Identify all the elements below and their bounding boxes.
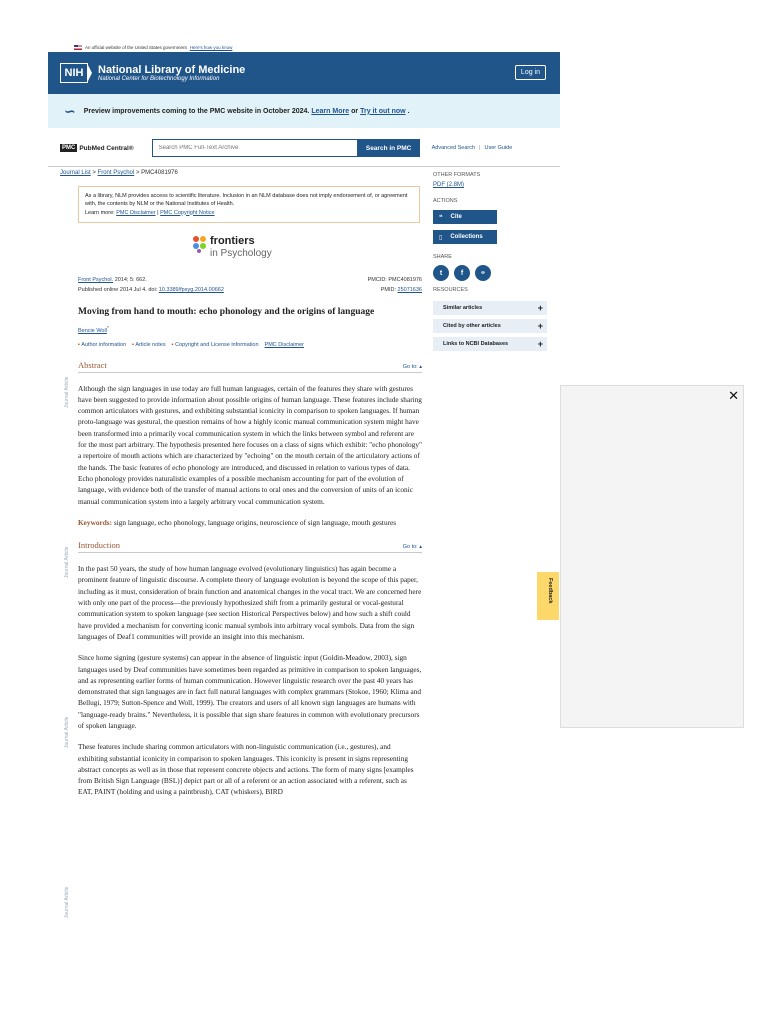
preview-or: or	[351, 107, 359, 115]
article-notes-link[interactable]: ▪ Article notes	[132, 341, 166, 348]
author-list: Bencie Woll*	[78, 324, 109, 334]
introduction-title: Introduction	[78, 540, 121, 551]
introduction-heading	[78, 540, 422, 553]
breadcrumb	[60, 170, 428, 176]
published-online: Published online 2014 Jul 4. doi:	[78, 287, 158, 294]
preview-banner-text: Preview improvements coming to the PMC website in October 2024.	[83, 107, 310, 115]
share-buttons	[433, 265, 553, 281]
notice-learn-label: Learn more:	[85, 209, 115, 216]
article-info-links	[78, 342, 428, 348]
pdf-link[interactable]: PDF (2.8M)	[433, 182, 465, 188]
pmc-copyright-link[interactable]: PMC Copyright Notice	[160, 209, 215, 216]
frontiers-dots-icon	[192, 235, 208, 253]
search-links	[432, 145, 513, 151]
author-information-link[interactable]: ▪ Author information	[78, 341, 127, 348]
cited-by-toggle[interactable]	[433, 319, 547, 333]
goto-arrow-icon: ▴	[419, 363, 422, 370]
abstract-title: Abstract	[78, 359, 107, 370]
goto-label: Go to:	[402, 544, 418, 551]
cite-button[interactable]	[433, 210, 497, 224]
keywords-label: Keywords:	[78, 517, 113, 527]
breadcrumb-current: PMC4081976	[141, 170, 178, 176]
gov-banner-text: An official website of the United States government	[85, 44, 187, 50]
sidebar	[433, 170, 553, 351]
pmc-logo[interactable]	[60, 144, 134, 152]
close-icon[interactable]: ✕	[728, 388, 739, 403]
nlm-subtitle: National Center for Biotechnology Information	[98, 76, 220, 82]
header-divider	[48, 166, 560, 167]
nlm-header	[48, 52, 560, 94]
keywords-text: sign language, echo phonology, language origins, neuroscience of sign language, mouth gestures	[113, 517, 397, 527]
plus-icon: +	[537, 303, 543, 313]
pmc-logo-box: PMC	[62, 145, 76, 151]
collections-button[interactable]	[433, 230, 497, 244]
pmid-label: PMID:	[380, 287, 396, 294]
preview-period: .	[407, 107, 410, 115]
breadcrumb-journal[interactable]: Front Psychol	[97, 170, 135, 176]
frontiers-logo-line1: frontiers	[210, 234, 255, 247]
doi-link[interactable]: 10.3389/fpsyg.2014.00662	[158, 287, 224, 294]
actions-heading: ACTIONS	[433, 198, 458, 204]
nlm-title: National Library of Medicine	[98, 64, 246, 76]
preview-banner	[48, 94, 560, 128]
frontiers-logo-line2: in Psychology	[210, 247, 272, 259]
copyright-license-label: Copyright and License information	[175, 341, 259, 348]
bookmark-icon: ▯	[439, 234, 443, 241]
nih-logo[interactable]: NIH	[60, 63, 88, 83]
facebook-icon[interactable]: f	[454, 265, 470, 281]
plus-icon: +	[537, 321, 543, 331]
twitter-icon[interactable]: t	[433, 265, 449, 281]
abstract-text: Although the sign languages in use today are full human languages, certain of the features they share with gestures have been suggested to provide information about possible origins of human language. These features include sharing common articulators with gestures, and exhibiting substantial iconicity in comparison to spoken languages. If human proto-language was gestural, the question remains of how a highly iconic manual communication system might have been transformed into a primarily vocal communication system in which the links between symbol and referent are for the most part arbitrary. The hypothesis presented here focuses on a class of signs which exhibit: "echo phonology" a repertoire of mouth actions which are characterized by "echoing" on the mouth certain of the articulatory actions of the hands. The basic features of echo phonology are introduced, and discussed in relation to various types of data. Echo phonology provides naturalistic examples of a possible mechanism accounting for part of the evolution of language, with evidence both of the transfer of manual actions to oral ones and the conversion of units of an iconic manual communication system into a largely arbitrary vocal communication system.	[78, 383, 422, 506]
similar-articles-toggle[interactable]	[433, 301, 547, 315]
search-links-separator: |	[479, 145, 481, 151]
collections-label: Collections	[450, 234, 483, 240]
breadcrumb-sep: >	[135, 170, 140, 176]
search-button[interactable]: Search in PMC	[358, 139, 420, 157]
introduction-paragraph: These features include sharing common articulators with non-linguistic communication (i.e., gestures), and exhibiting substantial iconicity in comparison to spoken languages. This iconicity is present in signs representing abstract concepts as well as in those that represent concrete objects and actions. The form of many signs [examples from British Sign Language (BSL)] depict part or all of a referent or an action associated with a referent, such as EAT, PAINT (holding and using a paintbrush), CAT (whiskers), BIRD	[78, 742, 414, 797]
preview-swirl-icon: ∽	[64, 102, 76, 119]
abstract-heading	[78, 360, 422, 373]
search-input[interactable]	[152, 139, 358, 157]
cited-by-label: Cited by other articles	[443, 323, 501, 329]
gov-banner-link[interactable]: Here's how you know	[189, 44, 233, 50]
try-it-out-link[interactable]: Try it out now	[360, 107, 406, 115]
breadcrumb-journal-list[interactable]: Journal List	[60, 170, 91, 176]
nlm-branding[interactable]	[98, 64, 245, 82]
author-link[interactable]: Bencie Woll	[78, 327, 107, 334]
abstract-goto[interactable]	[403, 364, 422, 370]
author-information-label: Author information	[81, 341, 127, 348]
login-button[interactable]: Log in	[515, 65, 546, 80]
nlm-notice	[78, 186, 420, 223]
article-notes-label: Article notes	[135, 341, 166, 348]
introduction-paragraph: In the past 50 years, the study of how human language evolved (evolutionary linguistics) has again become a prominent feature of linguistic discourse. A complete theory of language evolution is beyond the scope of this paper, including as it must, consideration of brain function and anatomical changes in the vocal tract. We are concerned here with only one part of the process—the previously hypothesized shift from a primarily gestural or vocal-gestural communication system to spoken language (see section Historical Perspectives below) and how such a shift could have provided a mechanism for converting iconic manual symbols into arbitrary vocal symbols. Data from the sign languages of Deaf1 communities will provide an insight into this mechanism.	[78, 564, 422, 641]
ad-panel	[560, 385, 744, 728]
journal-article-side-label: Journal Article	[64, 716, 70, 748]
breadcrumb-sep: >	[92, 170, 96, 176]
similar-articles-label: Similar articles	[443, 305, 483, 311]
learn-more-link[interactable]: Learn More	[311, 107, 350, 115]
feedback-button[interactable]	[537, 572, 559, 620]
user-guide-link[interactable]: User Guide	[484, 145, 513, 151]
search-row	[48, 136, 560, 160]
pmc-disclaimer-article-link[interactable]: PMC Disclaimer	[264, 341, 304, 348]
goto-label: Go to:	[402, 363, 418, 370]
pmc-disclaimer-link[interactable]: PMC Disclaimer	[116, 209, 156, 216]
cite-label: Cite	[450, 214, 462, 220]
gov-banner	[48, 42, 560, 52]
journal-article-side-label: Journal Article	[64, 376, 70, 408]
plus-icon: +	[537, 339, 543, 349]
frontiers-logo[interactable]	[192, 233, 292, 267]
article-content	[58, 170, 428, 798]
other-formats-heading: OTHER FORMATS	[433, 172, 481, 178]
ncbi-links-label: Links to NCBI Databases	[443, 341, 509, 347]
article-meta	[78, 275, 422, 297]
keywords	[78, 517, 422, 528]
advanced-search-link[interactable]: Advanced Search	[431, 145, 476, 151]
copyright-license-link[interactable]: ▪ Copyright and License information	[171, 341, 259, 348]
notice-text: As a library, NLM provides access to scientific literature. Inclusion in an NLM database does not imply endorsement of, or agreement with, the contents by NLM or the National Institutes of Health.	[85, 193, 408, 208]
us-flag-icon	[74, 45, 82, 50]
permalink-icon[interactable]: ⚭	[475, 265, 491, 281]
share-heading: SHARE	[433, 254, 452, 260]
pmid-link[interactable]: 25071636	[397, 287, 422, 294]
feedback-label: Feedback	[547, 578, 553, 604]
journal-link[interactable]: Front Psychol.	[78, 276, 114, 283]
pmc-logo-text: PubMed Central®	[79, 144, 134, 152]
notice-sep: |	[157, 209, 159, 216]
article-title: Moving from hand to mouth: echo phonology and the origins of language	[78, 306, 375, 317]
journal-cite: 2014; 5: 662.	[114, 276, 147, 283]
resources-heading: RESOURCES	[433, 287, 468, 293]
introduction-goto[interactable]	[403, 544, 422, 550]
introduction-paragraph: Since home signing (gesture systems) can appear in the absence of linguistic input (Goldin-Meadow, 2003), sign languages used by Deaf communities have sometimes been regarded as primitive in comparison to spoken languages, and as representing earlier forms of human communication. However linguistic research over the past 40 years has demonstrated that sign languages are in fact full natural languages with complex grammars (Stokoe, 1960; Klima and Bellugi, 1979; Sutton-Spence and Woll, 1999). The creators and users of all known sign languages are humans with "language-ready brains." Nevertheless, it is possible that sign share features in common with evolutionary precursors of spoken language.	[78, 653, 422, 730]
pmcid: PMCID: PMC4081976	[367, 276, 422, 283]
journal-article-side-label: Journal Article	[64, 546, 70, 578]
quote-icon: ❝	[439, 214, 443, 221]
journal-article-side-label: Journal Article	[64, 886, 70, 918]
goto-arrow-icon: ▴	[419, 544, 422, 551]
ncbi-links-toggle[interactable]	[433, 337, 547, 351]
